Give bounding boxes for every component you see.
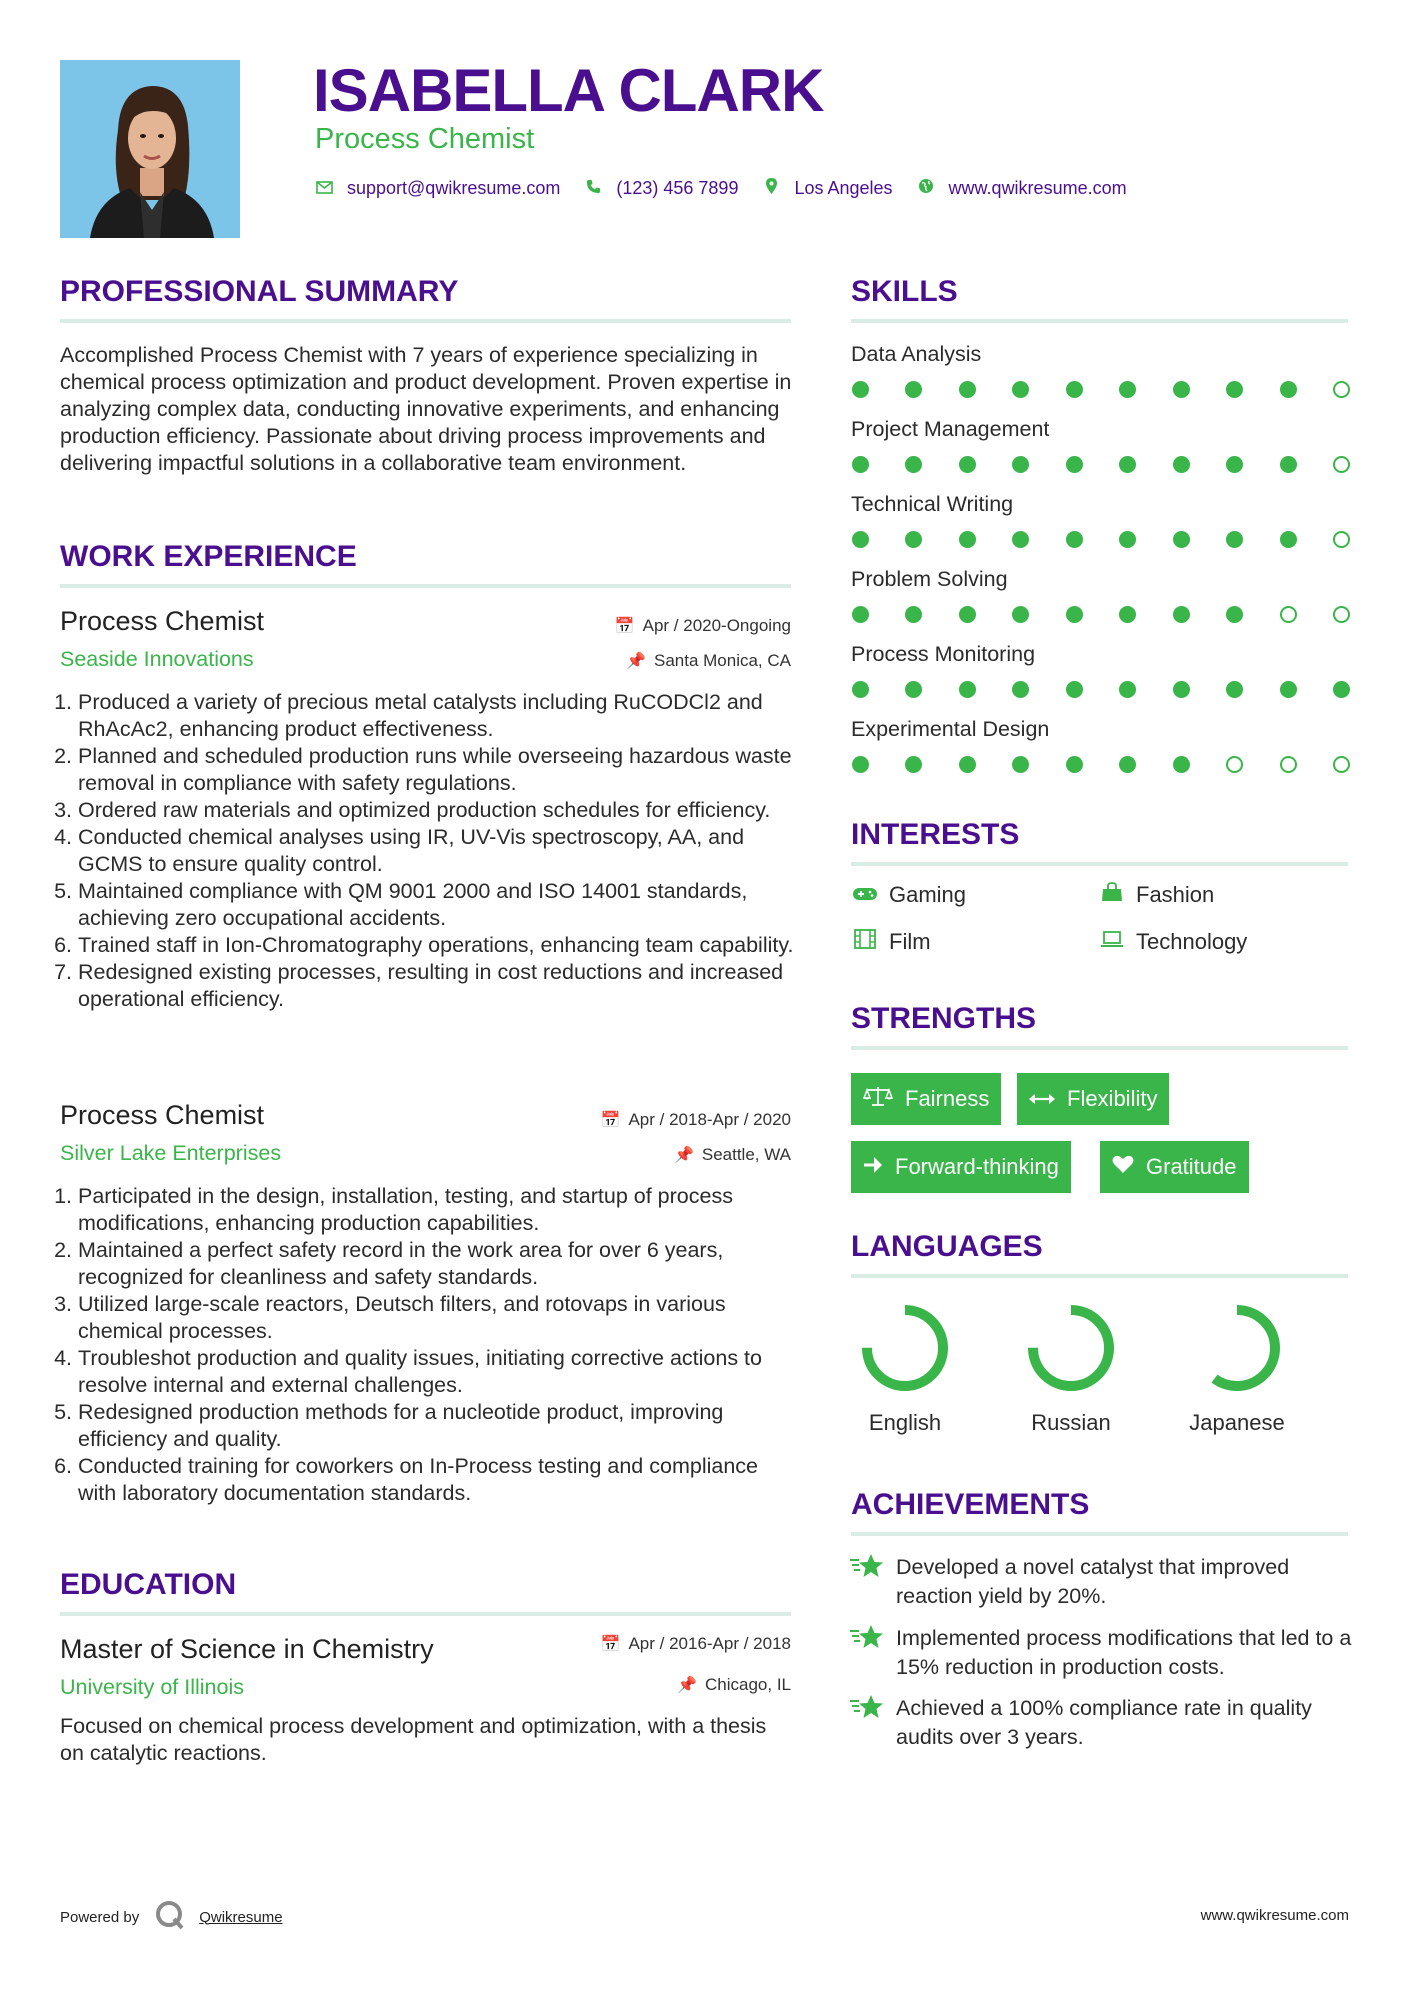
list-item: 7. Redesigned existing processes, resulting in cost reductions and increased operational efficiency. — [78, 959, 795, 1013]
strength-label: Forward-thinking — [895, 1154, 1059, 1179]
rating-dot-filled — [1066, 456, 1083, 473]
rating-dot-filled — [1066, 681, 1083, 698]
rating-dot-filled — [1280, 531, 1297, 548]
rating-dot-filled — [1012, 606, 1029, 623]
list-item: 2. Maintained a perfect safety record in the work area for over 6 years, recognized for cleanliness and safety standards. — [78, 1237, 795, 1291]
balance-scale-icon — [863, 1085, 893, 1113]
education-heading: EDUCATION — [60, 1568, 237, 1601]
skill-name: Project Management — [851, 417, 1050, 441]
achievements-divider — [851, 1532, 1348, 1536]
rating-dot-filled — [852, 381, 869, 398]
strength-tag — [851, 1073, 1001, 1125]
rating-dot-filled — [959, 531, 976, 548]
interests-divider — [851, 862, 1348, 866]
list-item: 3. Ordered raw materials and optimized production schedules for efficiency. — [78, 797, 795, 824]
language-proficiency-arc — [1033, 1310, 1109, 1386]
rating-dot-filled — [1012, 456, 1029, 473]
skill-rating — [852, 756, 1350, 773]
map-marker-icon — [762, 178, 780, 199]
interest-item — [1098, 929, 1247, 955]
job-title: Process Chemist — [60, 606, 265, 636]
education-dates — [601, 1634, 791, 1654]
laptop-icon — [1098, 930, 1126, 954]
list-item: 5. Maintained compliance with QM 9001 2000 and ISO 14001 standards, achieving zero occupational accidents. — [78, 878, 795, 932]
interest-label: Gaming — [889, 882, 967, 907]
rating-dot-filled — [1280, 456, 1297, 473]
calendar-icon: 📅 — [614, 618, 635, 635]
contact-website-text: www.qwikresume.com — [948, 178, 1127, 198]
envelope-icon — [315, 179, 333, 199]
rating-dot-filled — [1119, 756, 1136, 773]
language-item — [1172, 1302, 1302, 1436]
rating-dot-filled — [1066, 531, 1083, 548]
globe-icon — [917, 178, 935, 199]
rating-dot-filled — [1066, 606, 1083, 623]
pushpin-icon: 📌 — [673, 1147, 694, 1164]
rating-dot-filled — [905, 531, 922, 548]
rating-dot-filled — [1119, 531, 1136, 548]
list-item: 6. Conducted training for coworkers on In-Process testing and compliance with laboratory documentation standards. — [78, 1453, 795, 1507]
skill-rating — [852, 456, 1350, 473]
list-item: 1. Produced a variety of precious metal catalysts including RuCODCl2 and RhAcAc2, enhancing product effectiveness. — [78, 689, 795, 743]
language-name: Russian — [1031, 1410, 1111, 1435]
star-icon — [850, 1553, 890, 1611]
language-proficiency-ring — [859, 1302, 951, 1394]
summary-heading: PROFESSIONAL SUMMARY — [60, 275, 459, 308]
rating-dot-empty — [1333, 456, 1350, 473]
skill-name: Data Analysis — [851, 342, 982, 366]
rating-dot-filled — [1173, 756, 1190, 773]
languages-heading: LANGUAGES — [851, 1230, 1043, 1263]
language-proficiency-arc — [867, 1310, 943, 1386]
rating-dot-filled — [1226, 531, 1243, 548]
skill-name: Problem Solving — [851, 567, 1008, 591]
shopping-bag-icon — [1098, 882, 1126, 908]
rating-dot-filled — [1119, 681, 1136, 698]
skill-name: Technical Writing — [851, 492, 1014, 516]
strength-tag — [851, 1141, 1071, 1193]
list-item: 5. Redesigned production methods for a nucleotide product, improving efficiency and quality. — [78, 1399, 795, 1453]
language-item — [840, 1302, 970, 1436]
job-dates-text: Apr / 2018-Apr / 2020 — [628, 1110, 791, 1129]
rating-dot-empty — [1280, 756, 1297, 773]
qwikresume-logo-icon — [155, 1900, 185, 1934]
languages-divider — [851, 1274, 1348, 1278]
rating-dot-filled — [1226, 681, 1243, 698]
rating-dot-filled — [905, 606, 922, 623]
candidate-name: ISABELLA CLARK — [313, 57, 824, 124]
experience-divider — [60, 584, 791, 588]
rating-dot-filled — [959, 756, 976, 773]
skill-rating — [852, 606, 1350, 623]
strength-label: Fairness — [905, 1086, 990, 1111]
rating-dot-empty — [1333, 756, 1350, 773]
contact-phone-text: (123) 456 7899 — [616, 178, 739, 198]
rating-dot-filled — [1119, 456, 1136, 473]
contact-email-text: support@qwikresume.com — [347, 178, 561, 198]
rating-dot-filled — [1173, 381, 1190, 398]
pushpin-icon: 📌 — [626, 653, 646, 670]
achievement-text: Developed a novel catalyst that improved reaction yield by 20%. — [896, 1555, 1290, 1608]
skills-divider — [851, 319, 1348, 323]
achievement-item — [850, 1553, 1370, 1611]
job-location-text: Santa Monica, CA — [653, 651, 791, 670]
language-proficiency-arc — [1199, 1310, 1275, 1386]
contact-bar — [315, 178, 1151, 199]
rating-dot-empty — [1280, 606, 1297, 623]
rating-dot-empty — [1333, 381, 1350, 398]
interest-item — [851, 882, 966, 908]
rating-dot-filled — [852, 531, 869, 548]
language-proficiency-ring — [1191, 1302, 1283, 1394]
degree-title: Master of Science in Chemistry — [60, 1634, 434, 1664]
calendar-icon: 📅 — [600, 1112, 621, 1129]
powered-by-text: Powered by — [60, 1908, 140, 1926]
rating-dot-filled — [1012, 681, 1029, 698]
skill-rating — [852, 681, 1350, 698]
rating-dot-filled — [1173, 681, 1190, 698]
skill-rating — [852, 531, 1350, 548]
rating-dot-filled — [1012, 756, 1029, 773]
skills-heading: SKILLS — [851, 275, 958, 308]
contact-website[interactable] — [917, 178, 1127, 199]
qwikresume-link[interactable]: Qwikresume — [199, 1908, 283, 1926]
list-item: 4. Conducted chemical analyses using IR, UV-Vis spectroscopy, AA, and GCMS to ensure quality control. — [78, 824, 795, 878]
rating-dot-filled — [852, 606, 869, 623]
job-dates-text: Apr / 2020-Ongoing — [642, 616, 791, 635]
rating-dot-filled — [1012, 531, 1029, 548]
education-location-text: Chicago, IL — [705, 1675, 791, 1694]
skill-name: Experimental Design — [851, 717, 1050, 741]
calendar-icon: 📅 — [600, 1636, 621, 1653]
rating-dot-filled — [905, 456, 922, 473]
rating-dot-filled — [1333, 681, 1350, 698]
rating-dot-filled — [852, 681, 869, 698]
profile-photo — [60, 60, 240, 238]
film-icon — [851, 929, 879, 955]
rating-dot-filled — [1226, 381, 1243, 398]
language-name: Japanese — [1189, 1410, 1285, 1435]
job-location — [674, 1145, 791, 1165]
education-description: Focused on chemical process development and optimization, with a thesis on catalytic reactions. — [60, 1714, 767, 1765]
education-dates-text: Apr / 2016-Apr / 2018 — [628, 1634, 791, 1653]
interest-label: Film — [889, 929, 931, 954]
rating-dot-filled — [1066, 381, 1083, 398]
star-icon — [850, 1694, 890, 1752]
experience-heading: WORK EXPERIENCE — [60, 540, 357, 573]
arrows-horizontal-icon — [1029, 1086, 1055, 1112]
contact-email[interactable] — [315, 178, 560, 199]
list-item: 3. Utilized large-scale reactors, Deutsch filters, and rotovaps in various chemical processes. — [78, 1291, 795, 1345]
rating-dot-filled — [852, 756, 869, 773]
list-item: 1. Participated in the design, installation, testing, and startup of process modifications, enhancing production capabilities. — [78, 1183, 795, 1237]
strength-tag — [1017, 1073, 1169, 1125]
heart-icon — [1112, 1154, 1134, 1180]
interest-item — [1098, 882, 1214, 908]
job-duties-list — [60, 689, 795, 1013]
contact-phone[interactable] — [584, 178, 738, 199]
rating-dot-filled — [1226, 606, 1243, 623]
job-dates — [615, 616, 791, 636]
list-item: 4. Troubleshot production and quality issues, initiating corrective actions to resolve internal and external challenges. — [78, 1345, 795, 1399]
interest-label: Fashion — [1136, 882, 1215, 907]
star-icon — [850, 1624, 890, 1682]
rating-dot-filled — [852, 456, 869, 473]
rating-dot-empty — [1333, 531, 1350, 548]
pushpin-icon: 📌 — [677, 1677, 697, 1694]
contact-location — [762, 178, 892, 199]
rating-dot-filled — [1280, 681, 1297, 698]
rating-dot-filled — [905, 756, 922, 773]
rating-dot-filled — [1226, 456, 1243, 473]
job-duties-list — [60, 1183, 795, 1507]
rating-dot-filled — [1012, 381, 1029, 398]
job-location-text: Seattle, WA — [701, 1145, 791, 1164]
education-location — [677, 1675, 791, 1695]
achievement-text: Achieved a 100% compliance rate in quality audits over 3 years. — [896, 1696, 1312, 1749]
rating-dot-filled — [959, 681, 976, 698]
job-title: Process Chemist — [60, 1100, 265, 1130]
rating-dot-empty — [1226, 756, 1243, 773]
school-name: University of Illinois — [60, 1675, 244, 1699]
rating-dot-filled — [1173, 456, 1190, 473]
rating-dot-filled — [905, 381, 922, 398]
rating-dot-filled — [1119, 606, 1136, 623]
list-item: 6. Trained staff in Ion-Chromatography operations, enhancing team capability. — [78, 932, 795, 959]
achievement-item — [850, 1694, 1370, 1752]
skill-name: Process Monitoring — [851, 642, 1036, 666]
language-item — [1006, 1302, 1136, 1436]
strengths-divider — [851, 1046, 1348, 1050]
education-divider — [60, 1612, 791, 1616]
rating-dot-empty — [1333, 606, 1350, 623]
achievement-text: Implemented process modifications that led to a 15% reduction in production costs. — [896, 1626, 1352, 1679]
strength-label: Gratitude — [1146, 1154, 1237, 1179]
summary-divider — [60, 319, 791, 323]
rating-dot-filled — [1119, 381, 1136, 398]
interest-label: Technology — [1136, 929, 1248, 954]
summary-text: Accomplished Process Chemist with 7 years of experience specializing in chemical process optimization and product development. Proven expertise in analyzing complex data, conducting innovative experiments, and enhancing production efficiency. Passionate about driving process improvements and delivering impactful solutions in a collaborative team environment. — [60, 343, 792, 475]
skill-rating — [852, 381, 1350, 398]
rating-dot-filled — [959, 606, 976, 623]
rating-dot-filled — [1173, 531, 1190, 548]
list-item: 2. Planned and scheduled production runs while overseeing hazardous waste removal in compliance with safety regulations. — [78, 743, 795, 797]
language-name: English — [868, 1410, 942, 1435]
job-dates — [601, 1110, 791, 1130]
job-company: Seaside Innovations — [60, 647, 254, 671]
footer-branding — [60, 1900, 283, 1934]
interest-item — [851, 929, 931, 955]
job-company: Silver Lake Enterprises — [60, 1141, 282, 1165]
strength-tag — [1100, 1141, 1249, 1193]
strengths-heading: STRENGTHS — [851, 1002, 1037, 1035]
rating-dot-filled — [959, 456, 976, 473]
interests-heading: INTERESTS — [851, 818, 1020, 851]
achievement-item — [850, 1624, 1370, 1682]
strength-label: Flexibility — [1067, 1086, 1158, 1111]
gamepad-icon — [851, 884, 879, 907]
job-location — [626, 651, 791, 671]
rating-dot-filled — [1173, 606, 1190, 623]
candidate-title: Process Chemist — [315, 123, 535, 155]
achievements-heading: ACHIEVEMENTS — [851, 1488, 1090, 1521]
contact-location-text: Los Angeles — [794, 178, 893, 198]
rating-dot-filled — [959, 381, 976, 398]
language-proficiency-ring — [1025, 1302, 1117, 1394]
phone-icon — [584, 179, 602, 199]
footer-website[interactable]: www.qwikresume.com — [1200, 1907, 1349, 1924]
rating-dot-filled — [905, 681, 922, 698]
rating-dot-filled — [1066, 756, 1083, 773]
rating-dot-filled — [1280, 381, 1297, 398]
arrow-right-icon — [863, 1154, 883, 1180]
